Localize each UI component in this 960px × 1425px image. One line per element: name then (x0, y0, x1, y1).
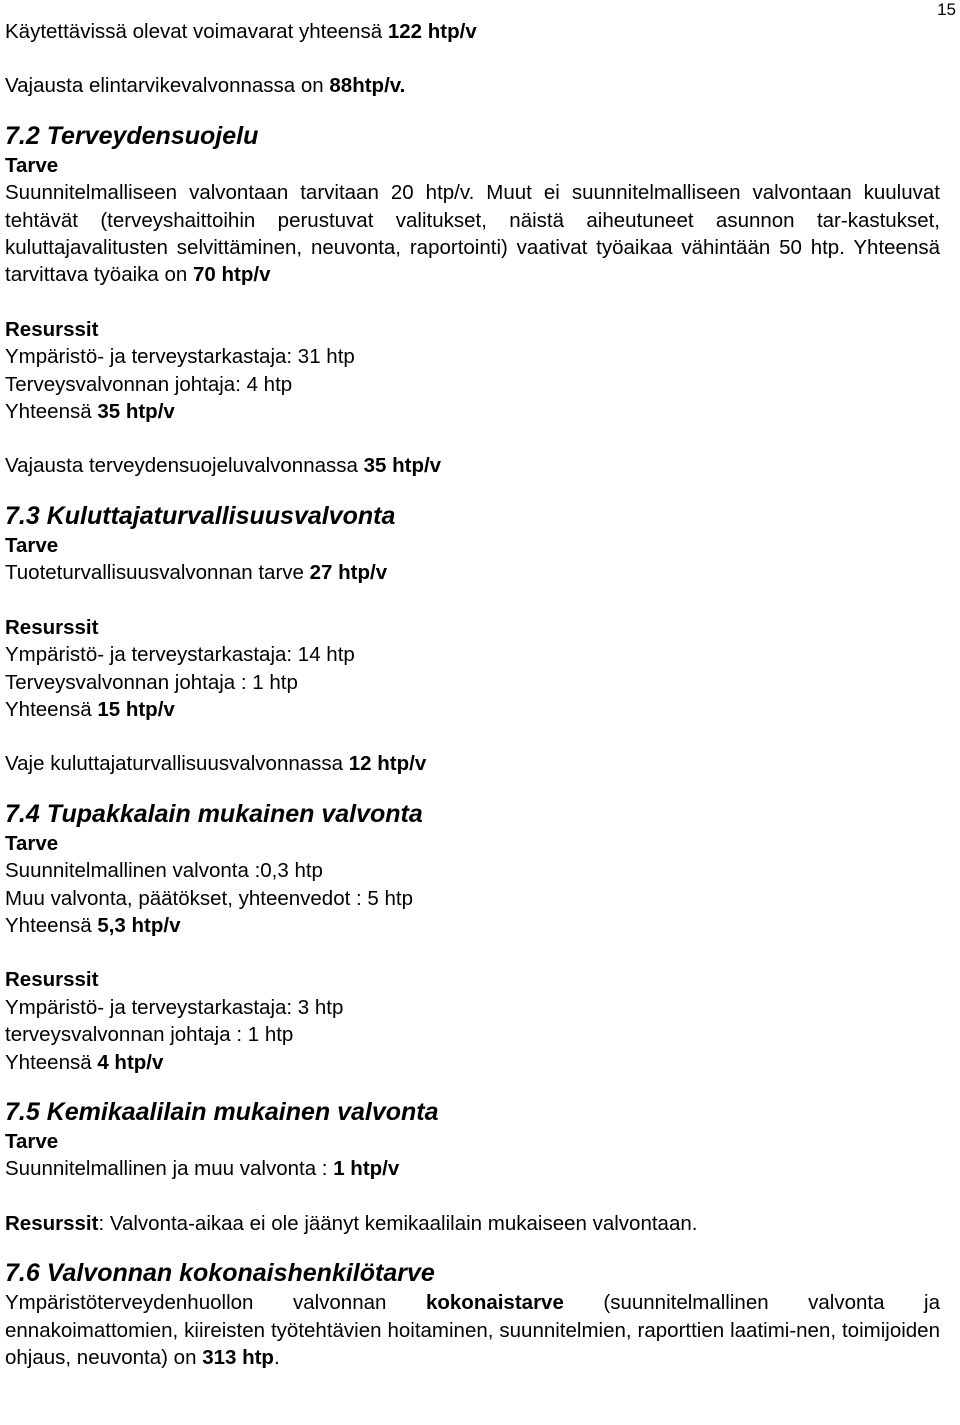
s74-resources-label: Resurssit (5, 968, 99, 992)
s73-need-line: Tuoteturvallisuusvalvonnan tarve 27 htp/v (5, 561, 388, 585)
s72-resources-label: Resurssit (5, 317, 99, 341)
food-deficit-line: Vajausta elintarvikevalvonnassa on 88htp/v. (5, 74, 406, 98)
s73-resource-director: Terveysvalvonnan johtaja : 1 htp (5, 670, 298, 694)
page-number: 15 (937, 0, 956, 19)
s74-need-planned: Suunnitelmallinen valvonta :0,3 htp (5, 859, 323, 883)
heading-7-2: 7.2 Terveydensuojelu (5, 121, 259, 150)
s72-resource-director: Terveysvalvonnan johtaja: 4 htp (5, 372, 293, 396)
s73-need-label: Tarve (5, 533, 59, 557)
s72-deficit: Vajausta terveydensuojeluvalvonnassa 35 htp/v (5, 454, 442, 478)
s75-need-line: Suunnitelmallinen ja muu valvonta : 1 htp/v (5, 1157, 400, 1181)
heading-7-5: 7.5 Kemikaalilain mukainen valvonta (5, 1097, 439, 1126)
s72-resource-inspector: Ympäristö- ja terveystarkastaja: 31 htp (5, 345, 355, 369)
heading-7-4: 7.4 Tupakkalain mukainen valvonta (5, 799, 423, 828)
document-body (5, 18, 940, 1371)
s74-need-other: Muu valvonta, päätökset, yhteenvedot : 5 htp (5, 886, 413, 910)
s74-resource-inspector: Ympäristö- ja terveystarkastaja: 3 htp (5, 995, 344, 1019)
s73-resource-inspector: Ympäristö- ja terveystarkastaja: 14 htp (5, 643, 355, 667)
s74-resource-total: Yhteensä 4 htp/v (5, 1050, 164, 1074)
s74-need-label: Tarve (5, 831, 59, 855)
s74-resource-director: terveysvalvonnan johtaja : 1 htp (5, 1023, 294, 1047)
s73-resources-label: Resurssit (5, 615, 99, 639)
s72-need-paragraph: Suunnitelmalliseen valvontaan tarvitaan 20 htp/v. Muut ei suunnitelmalliseen valvontaan kuuluvat tehtävät (terveyshaittoihin perustuvat valitukset, näistä aiheutuneet asunnon tar-kastukset, kuluttajavalitusten selvittäminen, neuvonta, raportointi) vaativat työaikaa vähintään 50 htp. Yhteensä tarvittava työaika on 70 htp/v (5, 181, 940, 287)
s72-resource-total: Yhteensä 35 htp/v (5, 400, 175, 424)
s72-need-label: Tarve (5, 153, 59, 177)
s75-need-label: Tarve (5, 1129, 59, 1153)
s76-paragraph: Ympäristöterveydenhuollon valvonnan kokonaistarve (suunnitelmallinen valvonta ja ennakoimattomien, kiireisten työtehtävien hoitaminen, suunnitelmien, raporttien laatimi-nen, toimijoiden ohjaus, neuvonta) on 313 htp. (5, 1291, 940, 1369)
s73-resource-total: Yhteensä 15 htp/v (5, 697, 175, 721)
s74-need-total: Yhteensä 5,3 htp/v (5, 913, 181, 937)
heading-7-3: 7.3 Kuluttajaturvallisuusvalvonta (5, 501, 396, 530)
s75-resources-line: Resurssit: Valvonta-aikaa ei ole jäänyt kemikaalilain mukaiseen valvontaan. (5, 1211, 698, 1235)
heading-7-6: 7.6 Valvonnan kokonaishenkilötarve (5, 1259, 435, 1288)
available-resources-line: Käytettävissä olevat voimavarat yhteensä 122 htp/v (5, 20, 477, 43)
s73-deficit: Vaje kuluttajaturvallisuusvalvonnassa 12 htp/v (5, 752, 427, 776)
